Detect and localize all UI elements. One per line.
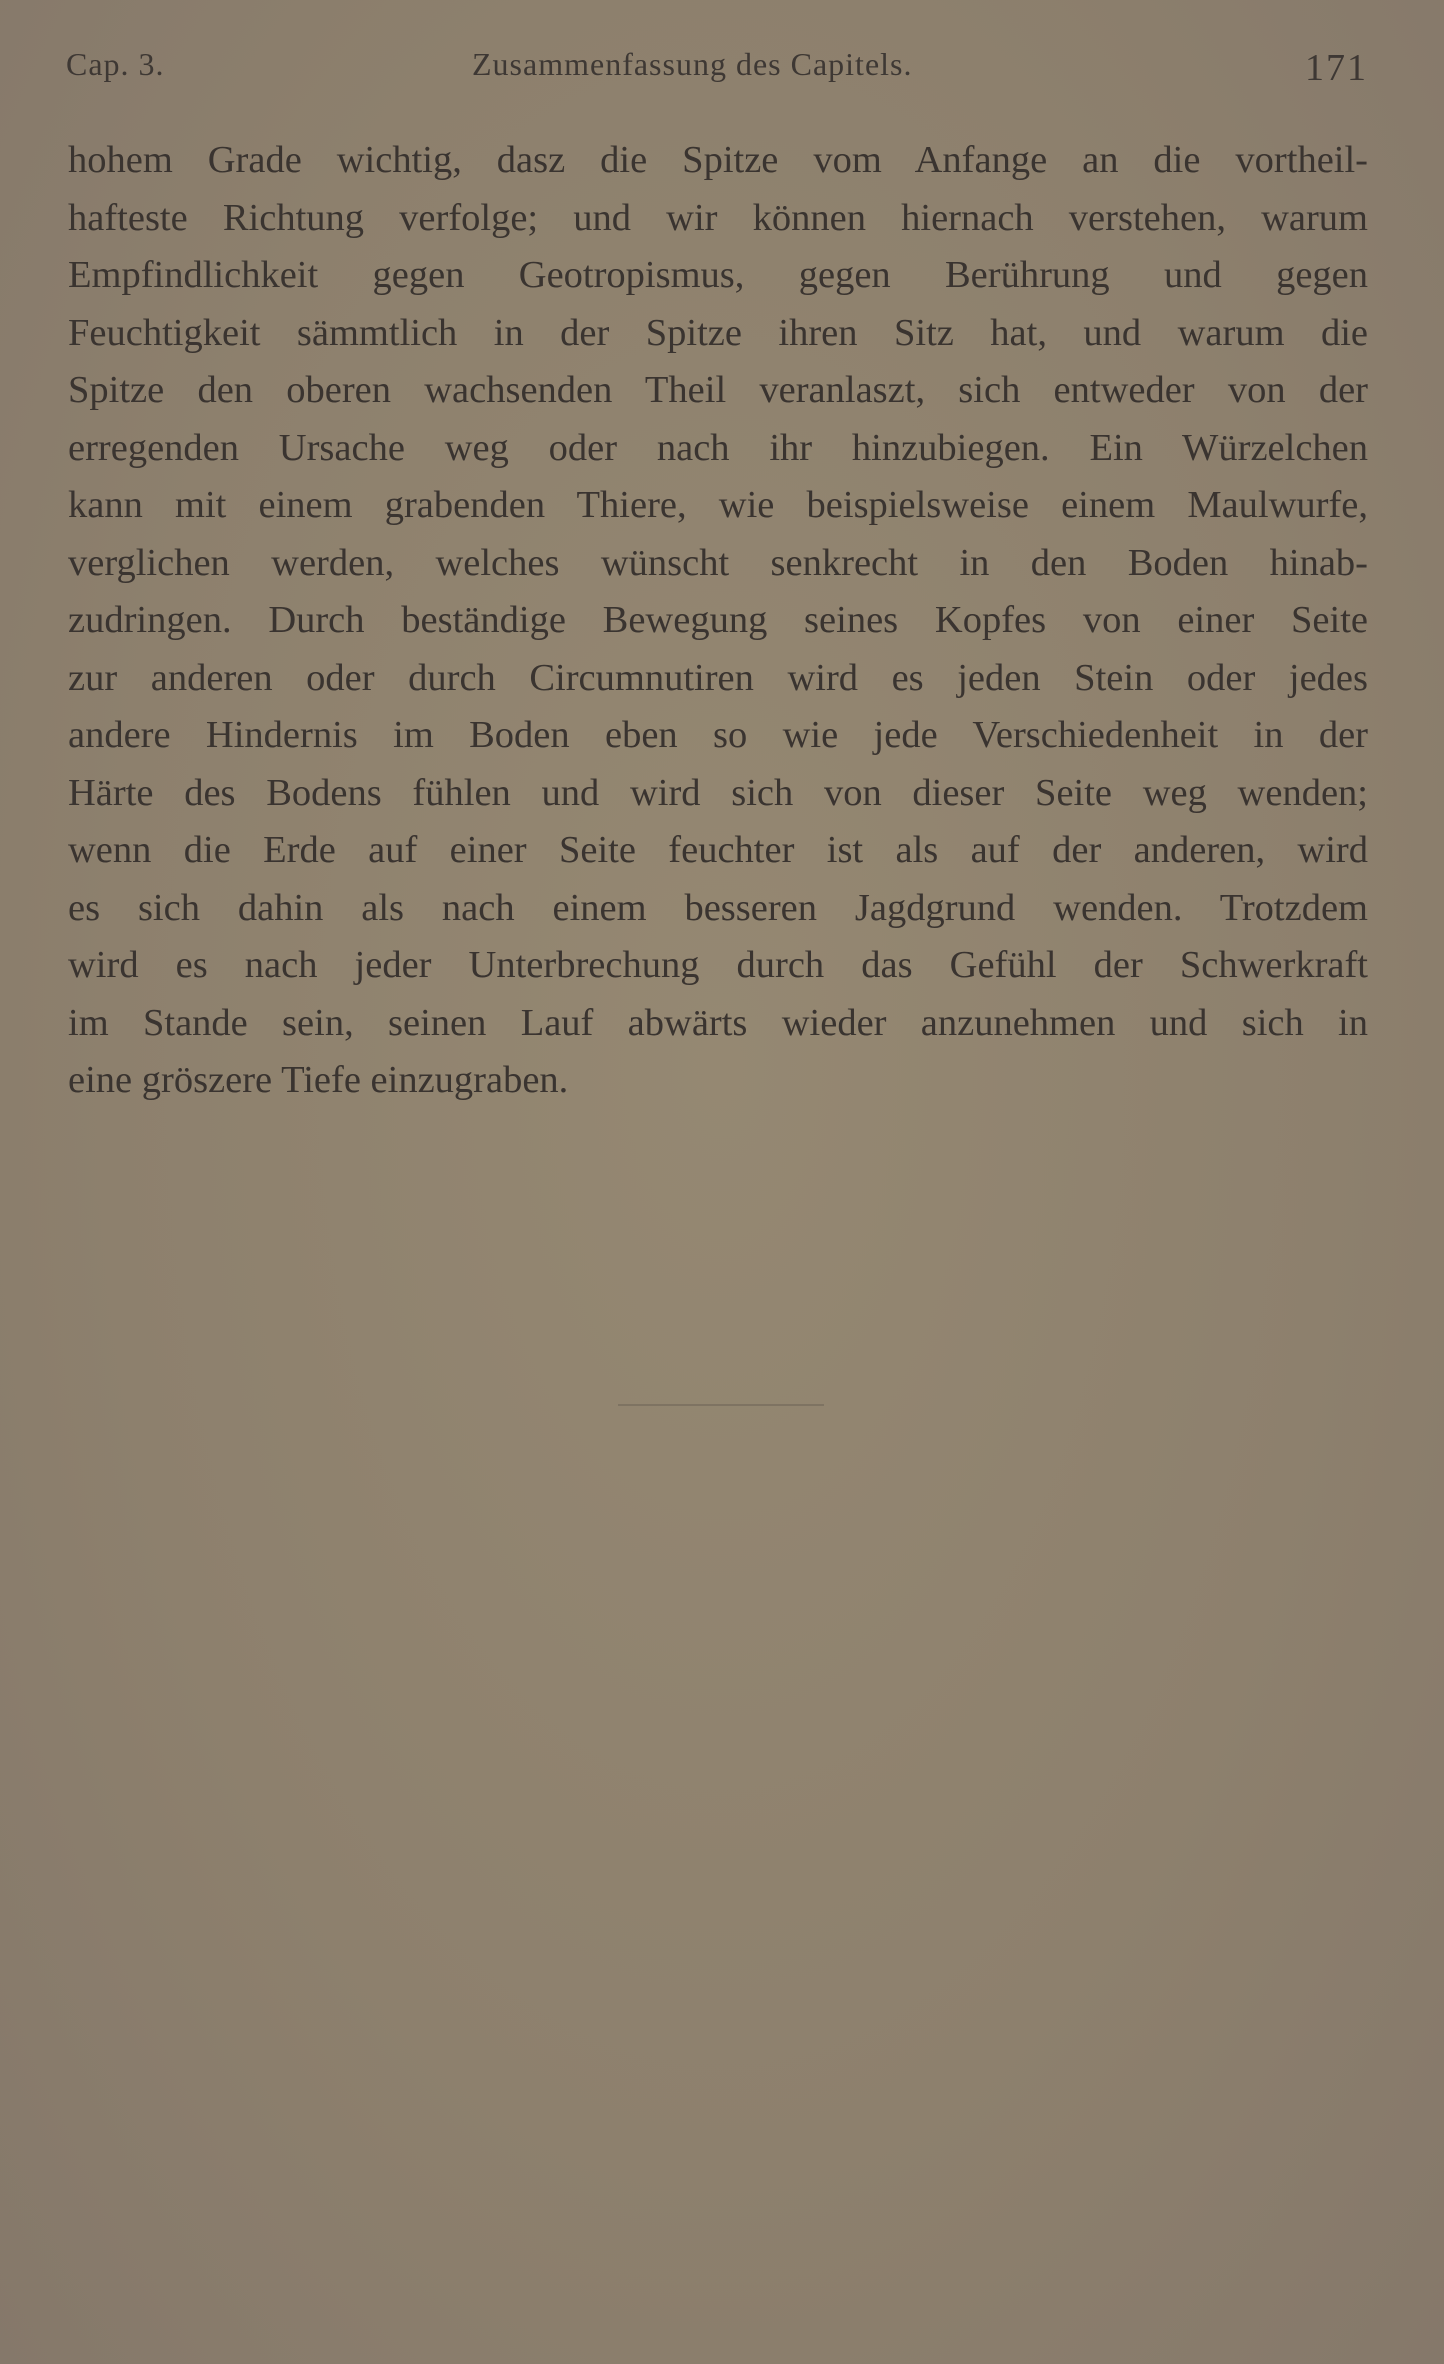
text-line: wenn die Erde auf einer Seite feuchter ist als auf der anderen, wird (68, 829, 1368, 871)
text-line: andere Hindernis im Boden eben so wie jede Verschiedenheit in der (68, 714, 1368, 756)
running-head (66, 46, 1368, 96)
text-line: kann mit einem grabenden Thiere, wie beispielsweise einem Maulwurfe, (68, 484, 1368, 526)
text-line: im Stande sein, seinen Lauf abwärts wieder anzunehmen und sich in (68, 1001, 1368, 1044)
text-line: zur anderen oder durch Circumnutiren wird es jeden Stein oder jedes (68, 656, 1368, 699)
text-line: hohem Grade wichtig, dasz die Spitze vom Anfange an die vortheil- (68, 139, 1368, 181)
text-line: erregenden Ursache weg oder nach ihr hinzubiegen. Ein Würzelchen (68, 426, 1368, 469)
text-line: Härte des Bodens fühlen und wird sich von dieser Seite weg wenden; (68, 771, 1368, 814)
body-paragraph (68, 132, 1368, 1110)
text-line: es sich dahin als nach einem besseren Jagdgrund wenden. Trotzdem (68, 886, 1368, 929)
chapter-label: Cap. 3. (66, 46, 165, 82)
section-divider (618, 1404, 824, 1406)
running-title: Zusammenfassung des Capitels. (472, 46, 913, 82)
page-number: 171 (1305, 47, 1368, 89)
text-line: Spitze den oberen wachsenden Theil veranlaszt, sich entweder von der (68, 369, 1368, 411)
text-line: zudringen. Durch beständige Bewegung seines Kopfes von einer Seite (68, 599, 1368, 641)
text-line: verglichen werden, welches wünscht senkrecht in den Boden hinab- (68, 541, 1368, 584)
text-line: hafteste Richtung verfolge; und wir können hiernach verstehen, warum (68, 196, 1368, 239)
text-line-last: eine gröszere Tiefe einzugraben. (68, 1059, 569, 1101)
text-line: wird es nach jeder Unterbrechung durch das Gefühl der Schwerkraft (68, 944, 1368, 986)
text-line: Feuchtigkeit sämmtlich in der Spitze ihren Sitz hat, und warum die (68, 311, 1368, 354)
text-line: Empfindlichkeit gegen Geotropismus, gegen Berührung und gegen (68, 254, 1368, 296)
